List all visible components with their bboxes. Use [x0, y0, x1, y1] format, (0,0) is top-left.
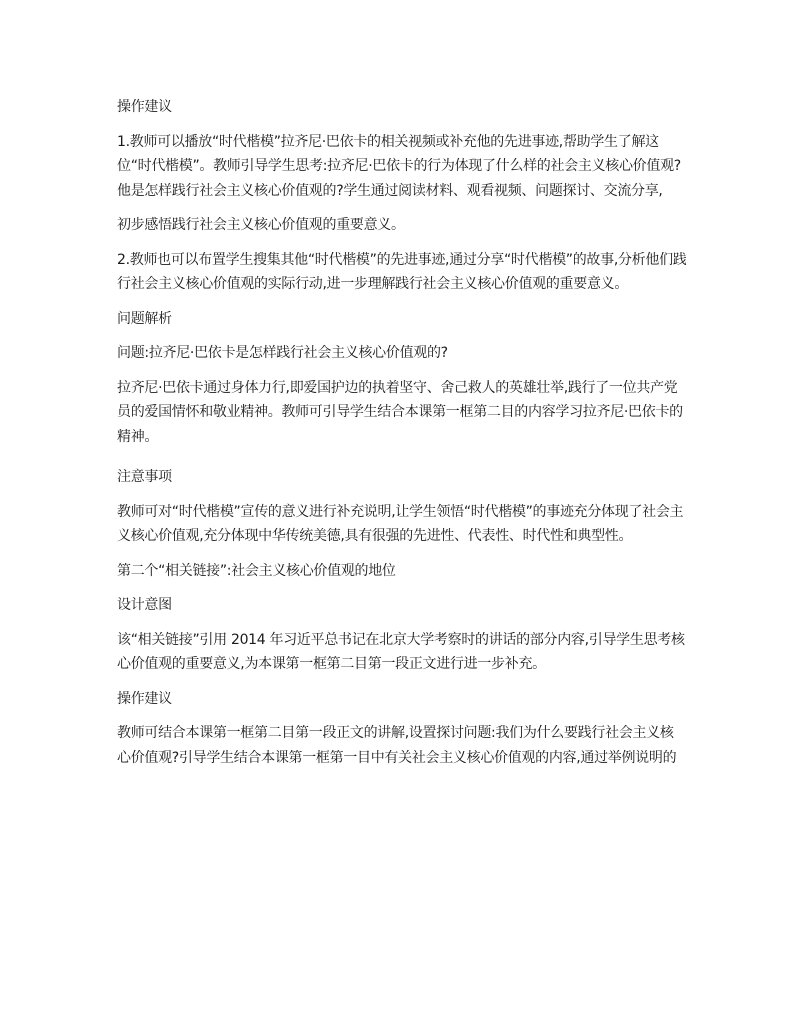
body-paragraph: 2.教师也可以布置学生搜集其他“时代楷模”的先进事迹,通过分享“时代楷模”的故事,分析他们践行社会主义核心价值观的实际行动,进一步理解践行社会主义核心价值观的重要意义。 [117, 251, 687, 292]
section-heading: 注意事项 [117, 469, 172, 485]
section-title: 第二个“相关链接”:社会主义核心价值观的地位 [117, 562, 396, 579]
document-body [117, 95, 687, 780]
body-paragraph: 教师可对“时代楷模”宣传的意义进行补充说明,让学生领悟“时代楷模”的事迹充分体现了社会主义核心价值观,充分体现中华传统美德,具有很强的先进性、代表性、时代性和典型性。 [117, 503, 684, 544]
body-paragraph: 初步感悟践行社会主义核心价值观的重要意义。 [117, 217, 405, 233]
question-paragraph: 问题:拉齐尼·巴依卡是怎样践行社会主义核心价值观的? [117, 345, 448, 361]
section-heading: 设计意图 [117, 597, 172, 613]
body-paragraph: 教师可结合本课第一框第二目第一段正文的讲解,设置探讨问题:我们为什么要践行社会主义核心价值观?引导学生结合本课第一框第一目中有关社会主义核心价值观的内容,通过举例说明的 [117, 725, 677, 766]
body-paragraph: 该“相关链接”引用 2014 年习近平总书记在北京大学考察时的讲话的部分内容,引导学生思考核心价值观的重要意义,为本课第一框第二目第一段正文进行进一步补充。 [117, 631, 685, 672]
section-heading: 问题解析 [117, 310, 172, 327]
answer-paragraph: 拉齐尼·巴依卡通过身体力行,即爱国护边的执着坚守、舍己救人的英雄壮举,践行了一位共产党员的爱国情怀和敬业精神。教师可引导学生结合本课第一框第二目的内容学习拉齐尼·巴依卡的精神。 [117, 379, 683, 445]
section-heading: 操作建议 [117, 690, 172, 707]
section-heading: 操作建议 [117, 99, 172, 115]
body-paragraph: 1.教师可以播放“时代楷模”拉齐尼·巴依卡的相关视频或补充他的先进事迹,帮助学生了解这位“时代楷模”。教师引导学生思考:拉齐尼·巴依卡的行为体现了什么样的社会主义核心价值观?他是怎样践行社会主义核心价值观的?学生通过阅读材料、观看视频、问题探讨、交流分享, [117, 133, 681, 199]
